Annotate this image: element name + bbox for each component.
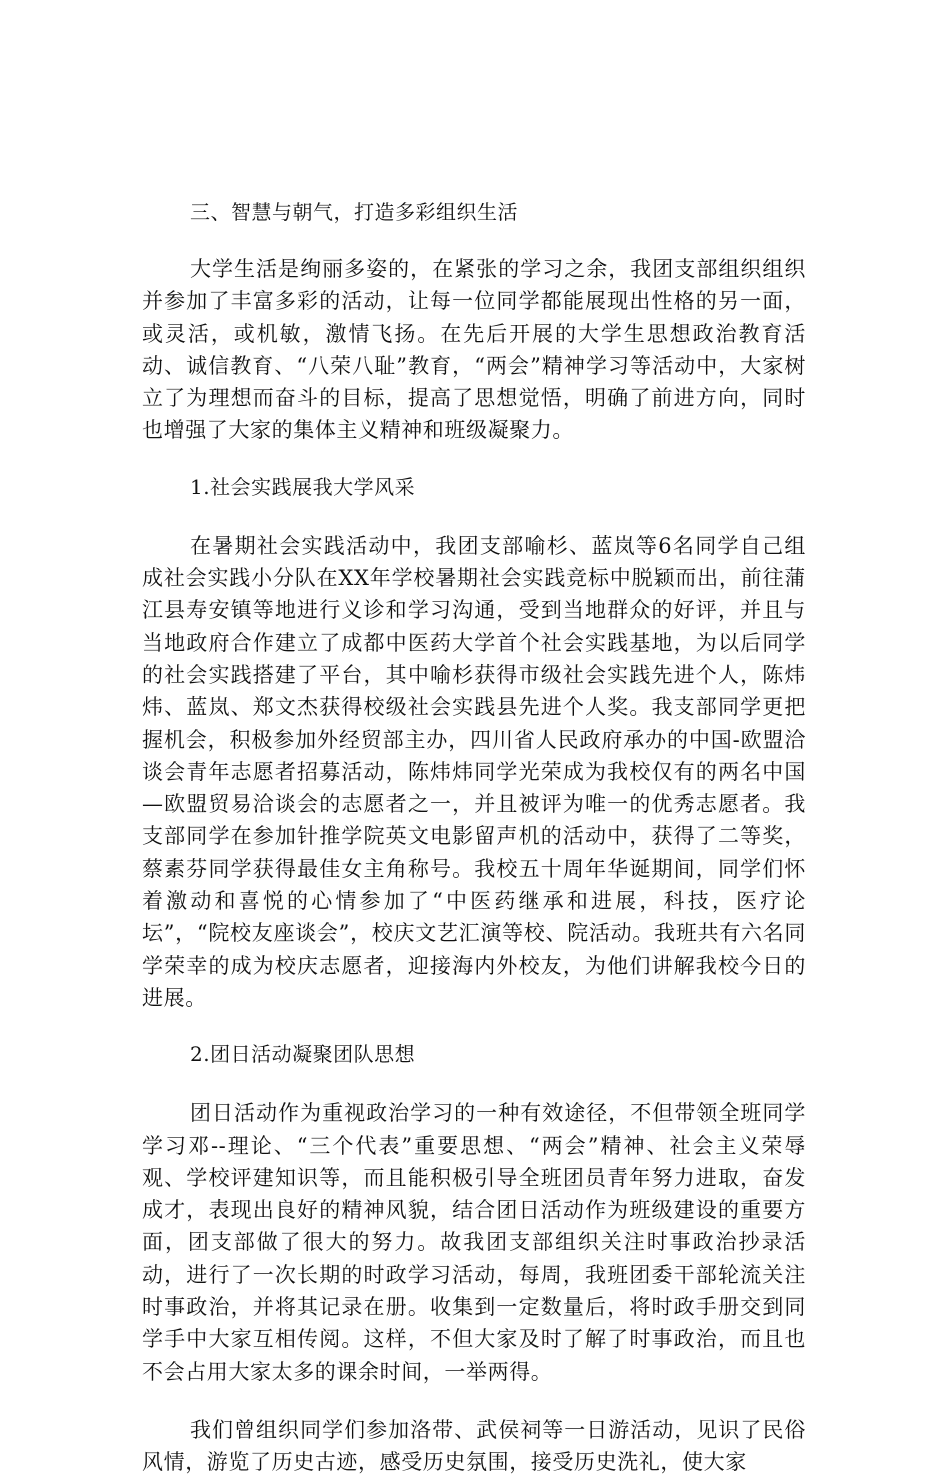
social-practice-paragraph: 在暑期社会实践活动中，我团支部喻杉、蓝岚等6名同学自己组成社会实践小分队在XX年学校暑期社会实践竞标中脱颖而出，前往蒲江县寿安镇等地进行义诊和学习沟通，受到当地群众的好评，并且与当地政府合作建立了成都中医药大学首个社会实践基地，为以后同学的社会实践搭建了平台，其中喻杉获得市级社会实践先进个人，陈炜炜、蓝岚、郑文杰获得校级社会实践县先进个人奖。我支部同学更把握机会，积极参加外经贸部主办，四川省人民政府承办的中国-欧盟洽谈会青年志愿者招募活动，陈炜炜同学光荣成为我校仅有的两名中国—欧盟贸易洽谈会的志愿者之一，并且被评为唯一的优秀志愿者。我支部同学在参加针推学院英文电影留声机的活动中，获得了二等奖，蔡素芬同学获得最佳女主角称号。我校五十周年华诞期间，同学们怀着激动和喜悦的心情参加了“中医药继承和进展，科技，医疗论坛”，“院校友座谈会”，校庆文艺汇演等校、院活动。我班共有六名同学荣幸的成为校庆志愿者，迎接海内外校友，为他们讲解我校今日的进展。 (142, 533, 806, 1010)
intro-paragraph: 大学生活是绚丽多姿的，在紧张的学习之余，我团支部组织组织并参加了丰富多彩的活动，让每一位同学都能展现出性格的另一面，或灵活，或机敏，激情飞扬。在先后开展的大学生思想政治教育活动、诚信教育、“八荣八耻”教育，“两会”精神学习等活动中，大家树立了为理想而奋斗的目标，提高了思想觉悟，明确了前进方向，同时也增强了大家的集体主义精神和班级凝聚力。 (142, 257, 806, 443)
section-heading: 三、智慧与朝气，打造多彩组织生活 (190, 200, 518, 224)
league-day-paragraph: 团日活动作为重视政治学习的一种有效途径，不但带领全班同学学习邓--理论、“三个代表”重要思想、“两会”精神、社会主义荣辱观、学校评建知识等，而且能积极引导全班团员青年努力进取，奋发成才，表现出良好的精神风貌，结合团日活动作为班级建设的重要方面，团支部做了很大的努力。故我团支部组织关注时事政治抄录活动，进行了一次长期的时政学习活动，每周，我班团委干部轮流关注时事政治，并将其记录在册。收集到一定数量后，将时政手册交到同学手中大家互相传阅。这样，不但大家及时了解了时事政治，而且也不会占用大家太多的课余时间，一举两得。 (142, 1101, 806, 1384)
subheading-league-day: 2.团日活动凝聚团队思想 (190, 1042, 416, 1067)
document-body (142, 196, 806, 1479)
day-trip-paragraph: 我们曾组织同学们参加洛带、武侯祠等一日游活动，见识了民俗风情，游览了历史古迹，感受历史氛围，接受历史洗礼，使大家 (142, 1417, 806, 1475)
subheading-social-practice: 1.社会实践展我大学风采 (190, 474, 416, 499)
